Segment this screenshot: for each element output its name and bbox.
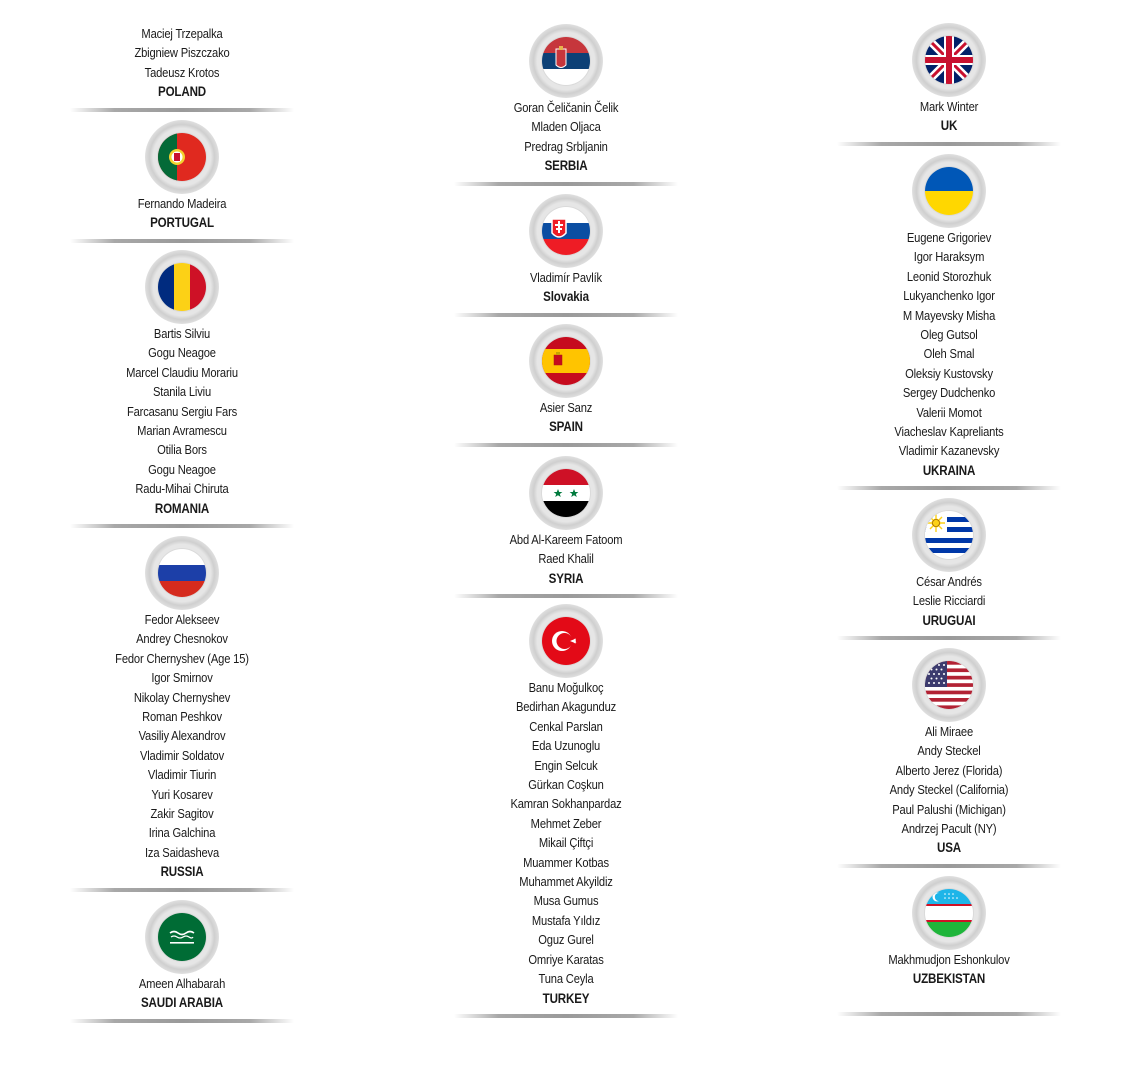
- usa-flag-icon: [925, 661, 973, 709]
- artist-name: Marian Avramescu: [137, 423, 227, 439]
- artist-name: Makhmudjon Eshonkulov: [888, 952, 1010, 967]
- country-name: RUSSIA: [160, 864, 204, 880]
- artist-name: Mustafa Yıldız: [531, 912, 601, 928]
- artist-name: Marcel Claudiu Morariu: [126, 364, 238, 380]
- uzbekistan-flag-icon: [925, 889, 973, 937]
- artist-name: Kamran Sokhanpardaz: [510, 796, 622, 812]
- country-block-spain: [446, 328, 686, 447]
- artist-name: Maciej Trzepalka: [141, 26, 223, 41]
- artist-name: Roman Peshkov: [142, 709, 222, 725]
- artist-name: Zakir Sagitov: [150, 806, 214, 822]
- artist-name: Leonid Storozhuk: [906, 268, 992, 284]
- country-block-romania: [62, 254, 302, 528]
- artist-name: Irina Galchina: [148, 825, 216, 841]
- artist-name: Zbigniew Piszczako: [134, 45, 230, 61]
- country-name: UZBEKISTAN: [912, 971, 986, 987]
- country-name: SAUDI ARABIA: [140, 995, 223, 1011]
- slovakia-flag-icon: [542, 207, 590, 255]
- country-name: SPAIN: [549, 419, 583, 435]
- artist-name: Engin Selcuk: [534, 757, 598, 773]
- divider: [837, 142, 1061, 146]
- country-name: Slovakia: [543, 289, 589, 305]
- artist-name: Ameen Alhabarah: [138, 976, 226, 991]
- artist-name: Oleg Gutsol: [920, 327, 978, 343]
- divider: [837, 486, 1061, 490]
- turkey-flag-icon: [542, 617, 590, 665]
- divider: [454, 594, 678, 598]
- artist-name: Vladimir Soldatov: [139, 747, 225, 763]
- country-name: ROMANIA: [154, 500, 210, 516]
- romania-flag-icon: [158, 263, 206, 311]
- artist-name: Andy Steckel (California): [889, 782, 1009, 798]
- artist-name: Valerii Momot: [916, 404, 982, 420]
- artist-name: Eugene Grigoriev: [906, 230, 992, 245]
- artist-name: Vasiliy Alexandrov: [138, 728, 226, 744]
- artist-name: Mehmet Zeber: [530, 815, 602, 831]
- artist-name: Musa Gumus: [533, 893, 599, 909]
- artist-list: [62, 24, 302, 82]
- artist-name: M Mayevsky Misha: [902, 307, 996, 323]
- artist-name: Fedor Alekseev: [144, 612, 220, 627]
- artist-name: Omriye Karatas: [528, 951, 604, 967]
- artist-name: Mark Winter: [919, 99, 979, 114]
- country-name: UK: [940, 118, 958, 134]
- ukraine-flag-icon: [925, 167, 973, 215]
- divider: [70, 108, 294, 112]
- artist-name: Raed Khalil: [538, 551, 594, 567]
- artist-name: Fedor Chernyshev (Age 15): [115, 650, 249, 666]
- country-name: USA: [937, 840, 961, 856]
- artist-name: Leslie Ricciardi: [912, 593, 986, 609]
- artist-name: Vladimir Kazanevsky: [898, 443, 1000, 459]
- artist-name: Abd Al-Kareem Fatoom: [509, 532, 623, 547]
- artist-name: Igor Haraksym: [913, 249, 985, 265]
- artist-name: Farcasanu Sergiu Fars: [126, 403, 238, 419]
- portugal-flag-icon: [158, 133, 206, 181]
- artist-name: Oleh Smal: [923, 346, 975, 362]
- country-block-ukraine: [829, 158, 1069, 490]
- artist-name: Mladen Oljaca: [531, 119, 601, 135]
- artist-name: Oleksiy Kustovsky: [905, 365, 993, 381]
- artist-name: Stanila Liviu: [152, 384, 212, 400]
- artist-name: Goran Čeličanin Čelik: [513, 100, 619, 115]
- country-block-uk: [829, 27, 1069, 146]
- artist-name: Igor Smirnov: [151, 670, 213, 686]
- artist-name: Yuri Kosarev: [151, 786, 213, 802]
- saudi-arabia-flag-icon: [158, 913, 206, 961]
- artist-name: Bedirhan Akagunduz: [515, 699, 617, 715]
- artist-name: Radu-Mihai Chiruta: [135, 481, 229, 497]
- artist-name: Oguz Gurel: [538, 932, 594, 948]
- artist-name: Vladimír Pavlík: [530, 270, 602, 285]
- artist-name: Muammer Kotbas: [523, 854, 609, 870]
- divider: [837, 864, 1061, 868]
- country-block-slovakia: [446, 198, 686, 317]
- artist-name: Andy Steckel: [917, 743, 981, 759]
- artist-name: Andrey Chesnokov: [136, 631, 228, 647]
- divider: [837, 1012, 1061, 1016]
- artist-name: Alberto Jerez (Florida): [895, 762, 1003, 778]
- artist-name: Bartis Silviu: [153, 326, 211, 341]
- country-block-serbia: [446, 28, 686, 186]
- divider: [837, 636, 1061, 640]
- artist-name: Otilia Bors: [157, 442, 207, 458]
- country-block-syria: [446, 460, 686, 598]
- country-name: SERBIA: [544, 158, 588, 174]
- spain-flag-icon: [542, 337, 590, 385]
- artist-name: Lukyanchenko Igor: [903, 288, 995, 304]
- serbia-flag-icon: [542, 37, 590, 85]
- country-block-portugal: [62, 124, 302, 243]
- uk-flag-icon: [925, 36, 973, 84]
- country-name: PORTUGAL: [150, 215, 214, 231]
- country-name: URUGUAI: [922, 612, 976, 628]
- artist-name: Muhammet Akyildiz: [519, 874, 613, 890]
- divider: [454, 1014, 678, 1018]
- divider: [70, 524, 294, 528]
- country-block-saudi-arabia: [62, 904, 302, 1023]
- country-block-turkey: [446, 608, 686, 1018]
- country-name: TURKEY: [542, 990, 590, 1006]
- country-block-uruguay: [829, 502, 1069, 640]
- artist-name: Gürkan Coşkun: [528, 777, 604, 793]
- country-block-usa: [829, 652, 1069, 868]
- artist-name: César Andrés: [916, 574, 982, 589]
- artist-name: Viacheslav Kaprelіants: [894, 424, 1004, 440]
- artist-name: Banu Moğulkoç: [528, 680, 604, 695]
- artist-name: Cenkal Parslan: [529, 718, 603, 734]
- artist-name: Ali Miraee: [925, 724, 973, 739]
- syria-flag-icon: [542, 469, 590, 517]
- artist-name: Vladimir Tiurin: [147, 767, 217, 783]
- country-name: SYRIA: [548, 570, 584, 586]
- divider: [70, 888, 294, 892]
- artist-name: Tuna Ceyla: [538, 971, 594, 987]
- artist-name: Fernando Madeira: [137, 196, 227, 211]
- divider: [454, 443, 678, 447]
- divider: [70, 239, 294, 243]
- artist-name: Nikolay Chernyshev: [133, 689, 231, 705]
- artist-name: Tadeusz Krotos: [144, 64, 220, 80]
- artist-name: Paul Palushi (Michigan): [892, 801, 1006, 817]
- artist-name: Asier Sanz: [539, 400, 593, 415]
- artist-name: Gogu Neagoe: [148, 345, 216, 361]
- country-block-poland: [62, 24, 302, 112]
- divider: [70, 1019, 294, 1023]
- artist-name: Sergey Dudchenko: [902, 385, 996, 401]
- country-block-uzbekistan: [829, 880, 1069, 1016]
- divider: [454, 182, 678, 186]
- uruguay-flag-icon: [925, 511, 973, 559]
- russia-flag-icon: [158, 549, 206, 597]
- artist-name: Eda Uzunoglu: [531, 738, 601, 754]
- artist-name: Predrag Srbljanin: [524, 138, 608, 154]
- country-name: POLAND: [158, 84, 206, 100]
- artist-name: Andrzej Pacult (NY): [901, 821, 997, 837]
- country-block-russia: [62, 540, 302, 892]
- divider: [454, 313, 678, 317]
- artist-name: Iza Saidasheva: [144, 844, 220, 860]
- country-name: UKRAINA: [922, 462, 976, 478]
- artist-name: Mikail Çiftçi: [538, 835, 594, 851]
- artist-name: Gogu Neagoe: [148, 461, 216, 477]
